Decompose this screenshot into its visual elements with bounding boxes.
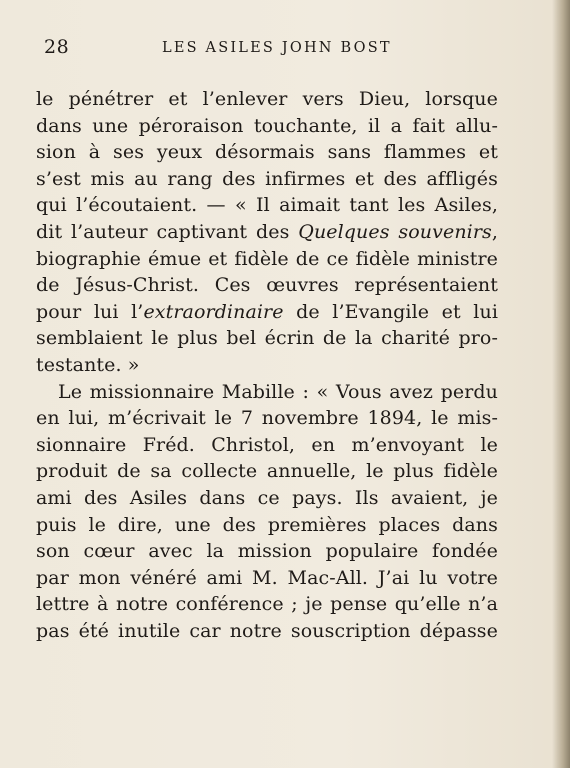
text-line: qui l’écoutaient. — « Il aimait tant les Asiles, <box>36 194 498 217</box>
text-segment: pour lui l’ <box>36 300 144 323</box>
text-segment: de l’Evangile et lui <box>283 300 499 323</box>
text-line: sionnaire Fréd. Christol, en m’envoyant le <box>36 433 498 456</box>
text-line: en lui, m’écrivait le 7 novembre 1894, le mis- <box>36 407 498 430</box>
text-line: semblaient le plus bel écrin de la charité pro- <box>36 327 498 350</box>
text-line <box>36 299 498 326</box>
text-line: sion à ses yeux désormais sans flammes et <box>36 141 498 164</box>
emphasis-italic: extraordinaire <box>143 300 284 323</box>
text-line: le pénétrer et l’enlever vers Dieu, lorsque <box>36 88 498 110</box>
running-title: LES ASILES JOHN BOST <box>162 40 392 56</box>
text-line <box>36 219 498 246</box>
text-line: testante. » <box>36 353 140 376</box>
text-segment: dit l’auteur captivant des <box>36 220 299 243</box>
text-line: s’est mis au rang des infirmes et des affligés <box>36 167 498 190</box>
text-line: puis le dire, une des premières places dans <box>36 513 498 536</box>
page-number: 28 <box>44 36 70 58</box>
text-line: ami des Asiles dans ce pays. Ils avaient, je <box>36 486 498 509</box>
page-header <box>44 36 514 66</box>
body-text <box>36 86 498 644</box>
text-line: son cœur avec la mission populaire fondée <box>36 540 498 563</box>
paragraph-start-line: Le missionnaire Mabille : « Vous avez perdu <box>58 380 498 403</box>
book-title-italic: Quelques souvenirs <box>298 220 492 243</box>
text-line: par mon vénéré ami M. Mac-All. J’ai lu votre <box>36 566 498 589</box>
text-line: lettre à notre conférence ; je pense qu’elle n’a <box>36 593 498 616</box>
text-line: produit de sa collecte annuelle, le plus fidèle <box>36 460 498 483</box>
text-line: pas été inutile car notre souscription dépasse <box>36 619 498 642</box>
text-line: biographie émue et fidèle de ce fidèle ministre <box>36 247 498 270</box>
text-line: de Jésus-Christ. Ces œuvres représentaient <box>36 274 498 297</box>
text-line: dans une péroraison touchante, il a fait allu- <box>36 114 498 137</box>
text-segment: , <box>491 220 499 243</box>
page-edge-shadow <box>552 0 570 768</box>
